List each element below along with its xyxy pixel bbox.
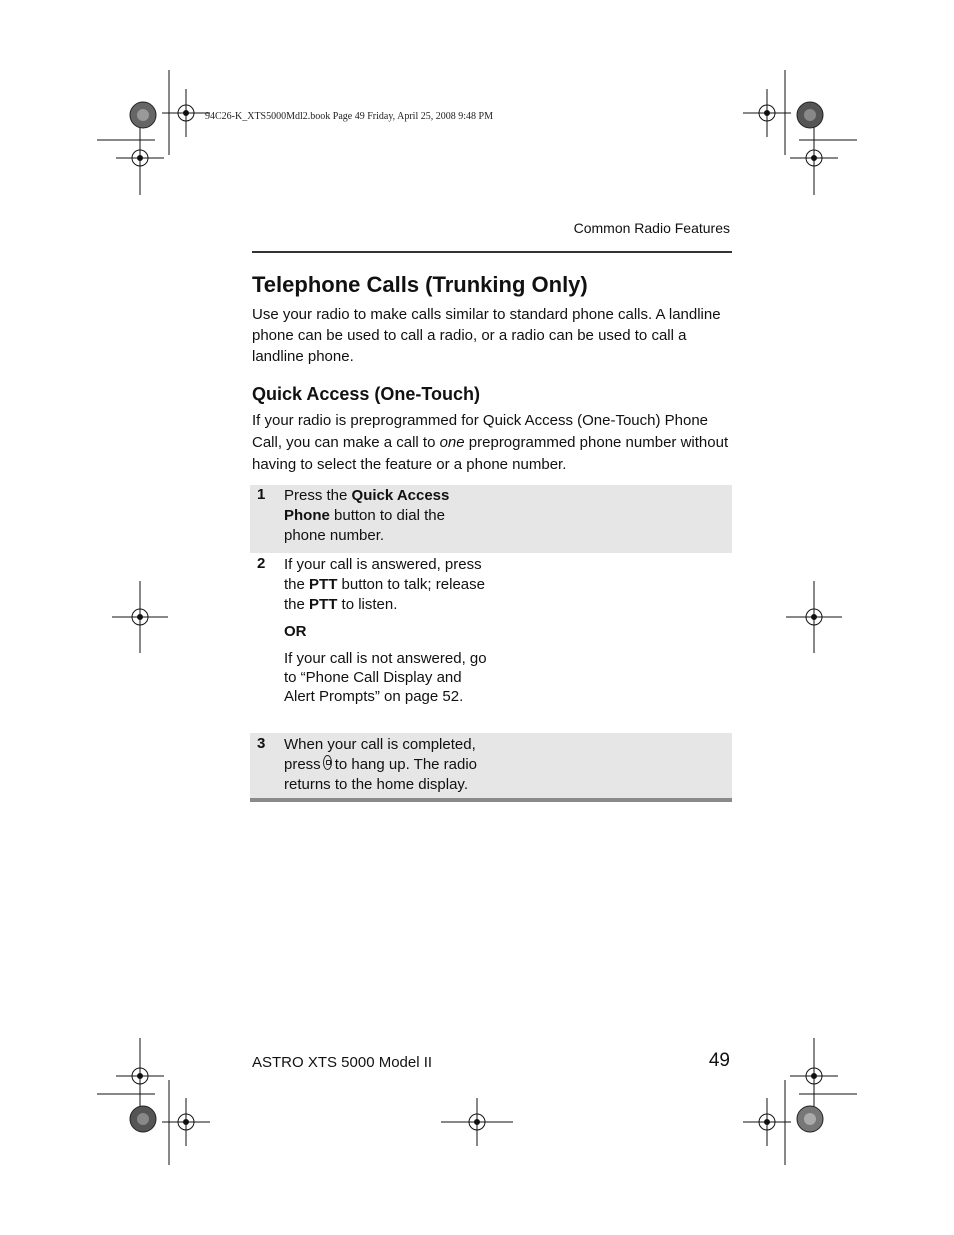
- step-text: Press the Quick Access Phone button to dial the phone number.: [284, 487, 450, 544]
- step-number: 1: [257, 486, 266, 503]
- footer-product: ASTRO XTS 5000 Model II: [252, 1054, 433, 1071]
- page-title: Telephone Calls (Trunking Only): [252, 272, 588, 297]
- page-number: 49: [708, 1050, 730, 1071]
- step-text: If your call is answered, press the PTT button to talk; release the PTT to listen. OR If your call is not answered, go to “Phone Call Display and Alert Prompts” on page 52.: [284, 555, 489, 733]
- end-call-key-icon: [323, 755, 332, 770]
- section-subtitle: Quick Access (One-Touch): [252, 384, 481, 404]
- or-separator: OR: [284, 623, 307, 640]
- running-header: Common Radio Features: [573, 220, 730, 236]
- step-row-3: [250, 733, 732, 798]
- step-row-1: [250, 485, 732, 553]
- steps-table: [250, 485, 732, 802]
- header-rule: [252, 251, 732, 253]
- step-alternative: If your call is not answered, go to “Phone Call Display and Alert Prompts” on page 52.: [284, 650, 487, 705]
- printer-slug: 94C26-K_XTS5000Mdl2.book Page 49 Friday, April 25, 2008 9:48 PM: [205, 111, 493, 122]
- step-row-2: [250, 553, 732, 733]
- intro-paragraph: Use your radio to make calls similar to standard phone calls. A landline phone can be used to call a radio, or a radio can be used to call a landline phone.: [252, 306, 721, 365]
- step-number: 2: [257, 555, 266, 572]
- step-text: When your call is completed, press to hang up. The radio returns to the home display.: [284, 736, 478, 793]
- step-number: 3: [257, 735, 266, 752]
- description-paragraph: If your radio is preprogrammed for Quick Access (One-Touch) Phone Call, you can make a call to one preprogrammed phone number without having to select the feature or a phone number.: [252, 412, 729, 473]
